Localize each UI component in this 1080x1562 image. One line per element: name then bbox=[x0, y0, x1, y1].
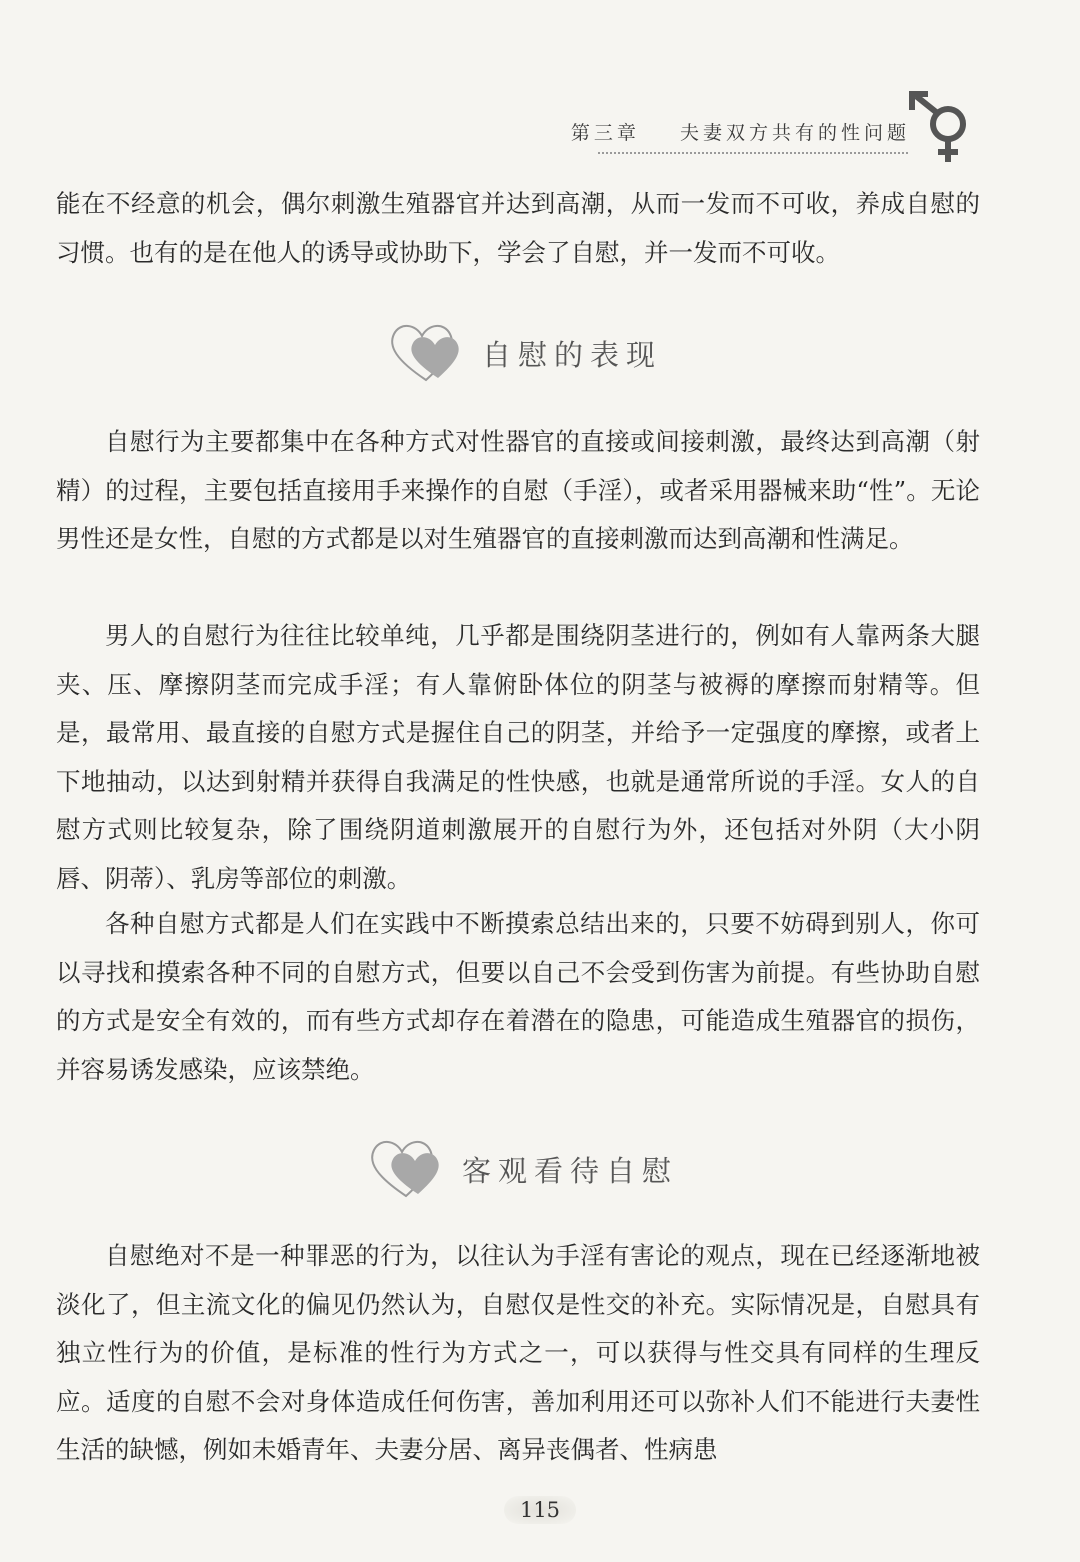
section-heading-2 bbox=[366, 1134, 678, 1204]
double-heart-icon bbox=[366, 1136, 456, 1202]
gender-symbol-icon bbox=[906, 88, 980, 166]
intro-paragraph: 能在不经意的机会，偶尔刺激生殖器官并达到高潮，从而一发而不可收，养成自慰的习惯。也有的是在他人的诱导或协助下，学会了自慰，并一发而不可收。 bbox=[56, 189, 980, 267]
header-divider bbox=[598, 152, 908, 154]
section-2-paragraph-1: 自慰绝对不是一种罪恶的行为，以往认为手淫有害论的观点，现在已经逐渐地被淡化了，但主流文化的偏见仍然认为，自慰仅是性交的补充。实际情况是，自慰具有独立性行为的价值，是标准的性行为方式之一，可以获得与性交具有同样的生理反应。适度的自慰不会对身体造成任何伤害，善加利用还可以弥补人们不能进行夫妻性生活的缺憾，例如未婚青年、夫妻分居、离异丧偶者、性病患 bbox=[56, 1241, 980, 1464]
chapter-number: 第三章 bbox=[570, 122, 640, 144]
section-title: 自慰的表现 bbox=[482, 337, 663, 372]
running-header bbox=[571, 118, 910, 145]
page-number-label: 115 bbox=[504, 1496, 576, 1524]
page-number bbox=[0, 1496, 1080, 1524]
section-1-paragraph-3: 各种自慰方式都是人们在实践中不断摸索总结出来的，只要不妨碍到别人，你可以寻找和摸索各种不同的自慰方式，但要以自己不会受到伤害为前提。有些协助自慰的方式是安全有效的，而有些方式却存在着潜在的隐患，可能造成生殖器官的损伤，并容易诱发感染，应该禁绝。 bbox=[56, 909, 980, 1084]
double-heart-icon bbox=[386, 320, 476, 386]
section-1-paragraph-1: 自慰行为主要都集中在各种方式对性器官的直接或间接刺激，最终达到高潮（射精）的过程，主要包括直接用手来操作的自慰（手淫），或者采用器械来助“性”。无论男性还是女性，自慰的方式都是以对生殖器官的直接刺激而达到高潮和性满足。 bbox=[56, 427, 980, 553]
chapter-title: 夫妻双方共有的性问题 bbox=[679, 122, 910, 144]
section-title: 客观看待自慰 bbox=[462, 1153, 679, 1188]
section-heading-1 bbox=[386, 318, 662, 388]
section-1-paragraph-2: 男人的自慰行为往往比较单纯，几乎都是围绕阴茎进行的，例如有人靠两条大腿夹、压、摩擦阴茎而完成手淫；有人靠俯卧体位的阴茎与被褥的摩擦而射精等。但是，最常用、最直接的自慰方式是握住自己的阴茎，并给予一定强度的摩擦，或者上下地抽动，以达到射精并获得自我满足的性快感，也就是通常所说的手淫。女人的自慰方式则比较复杂，除了围绕阴道刺激展开的自慰行为外，还包括对外阴（大小阴唇、阴蒂）、乳房等部位的刺激。 bbox=[56, 621, 980, 893]
